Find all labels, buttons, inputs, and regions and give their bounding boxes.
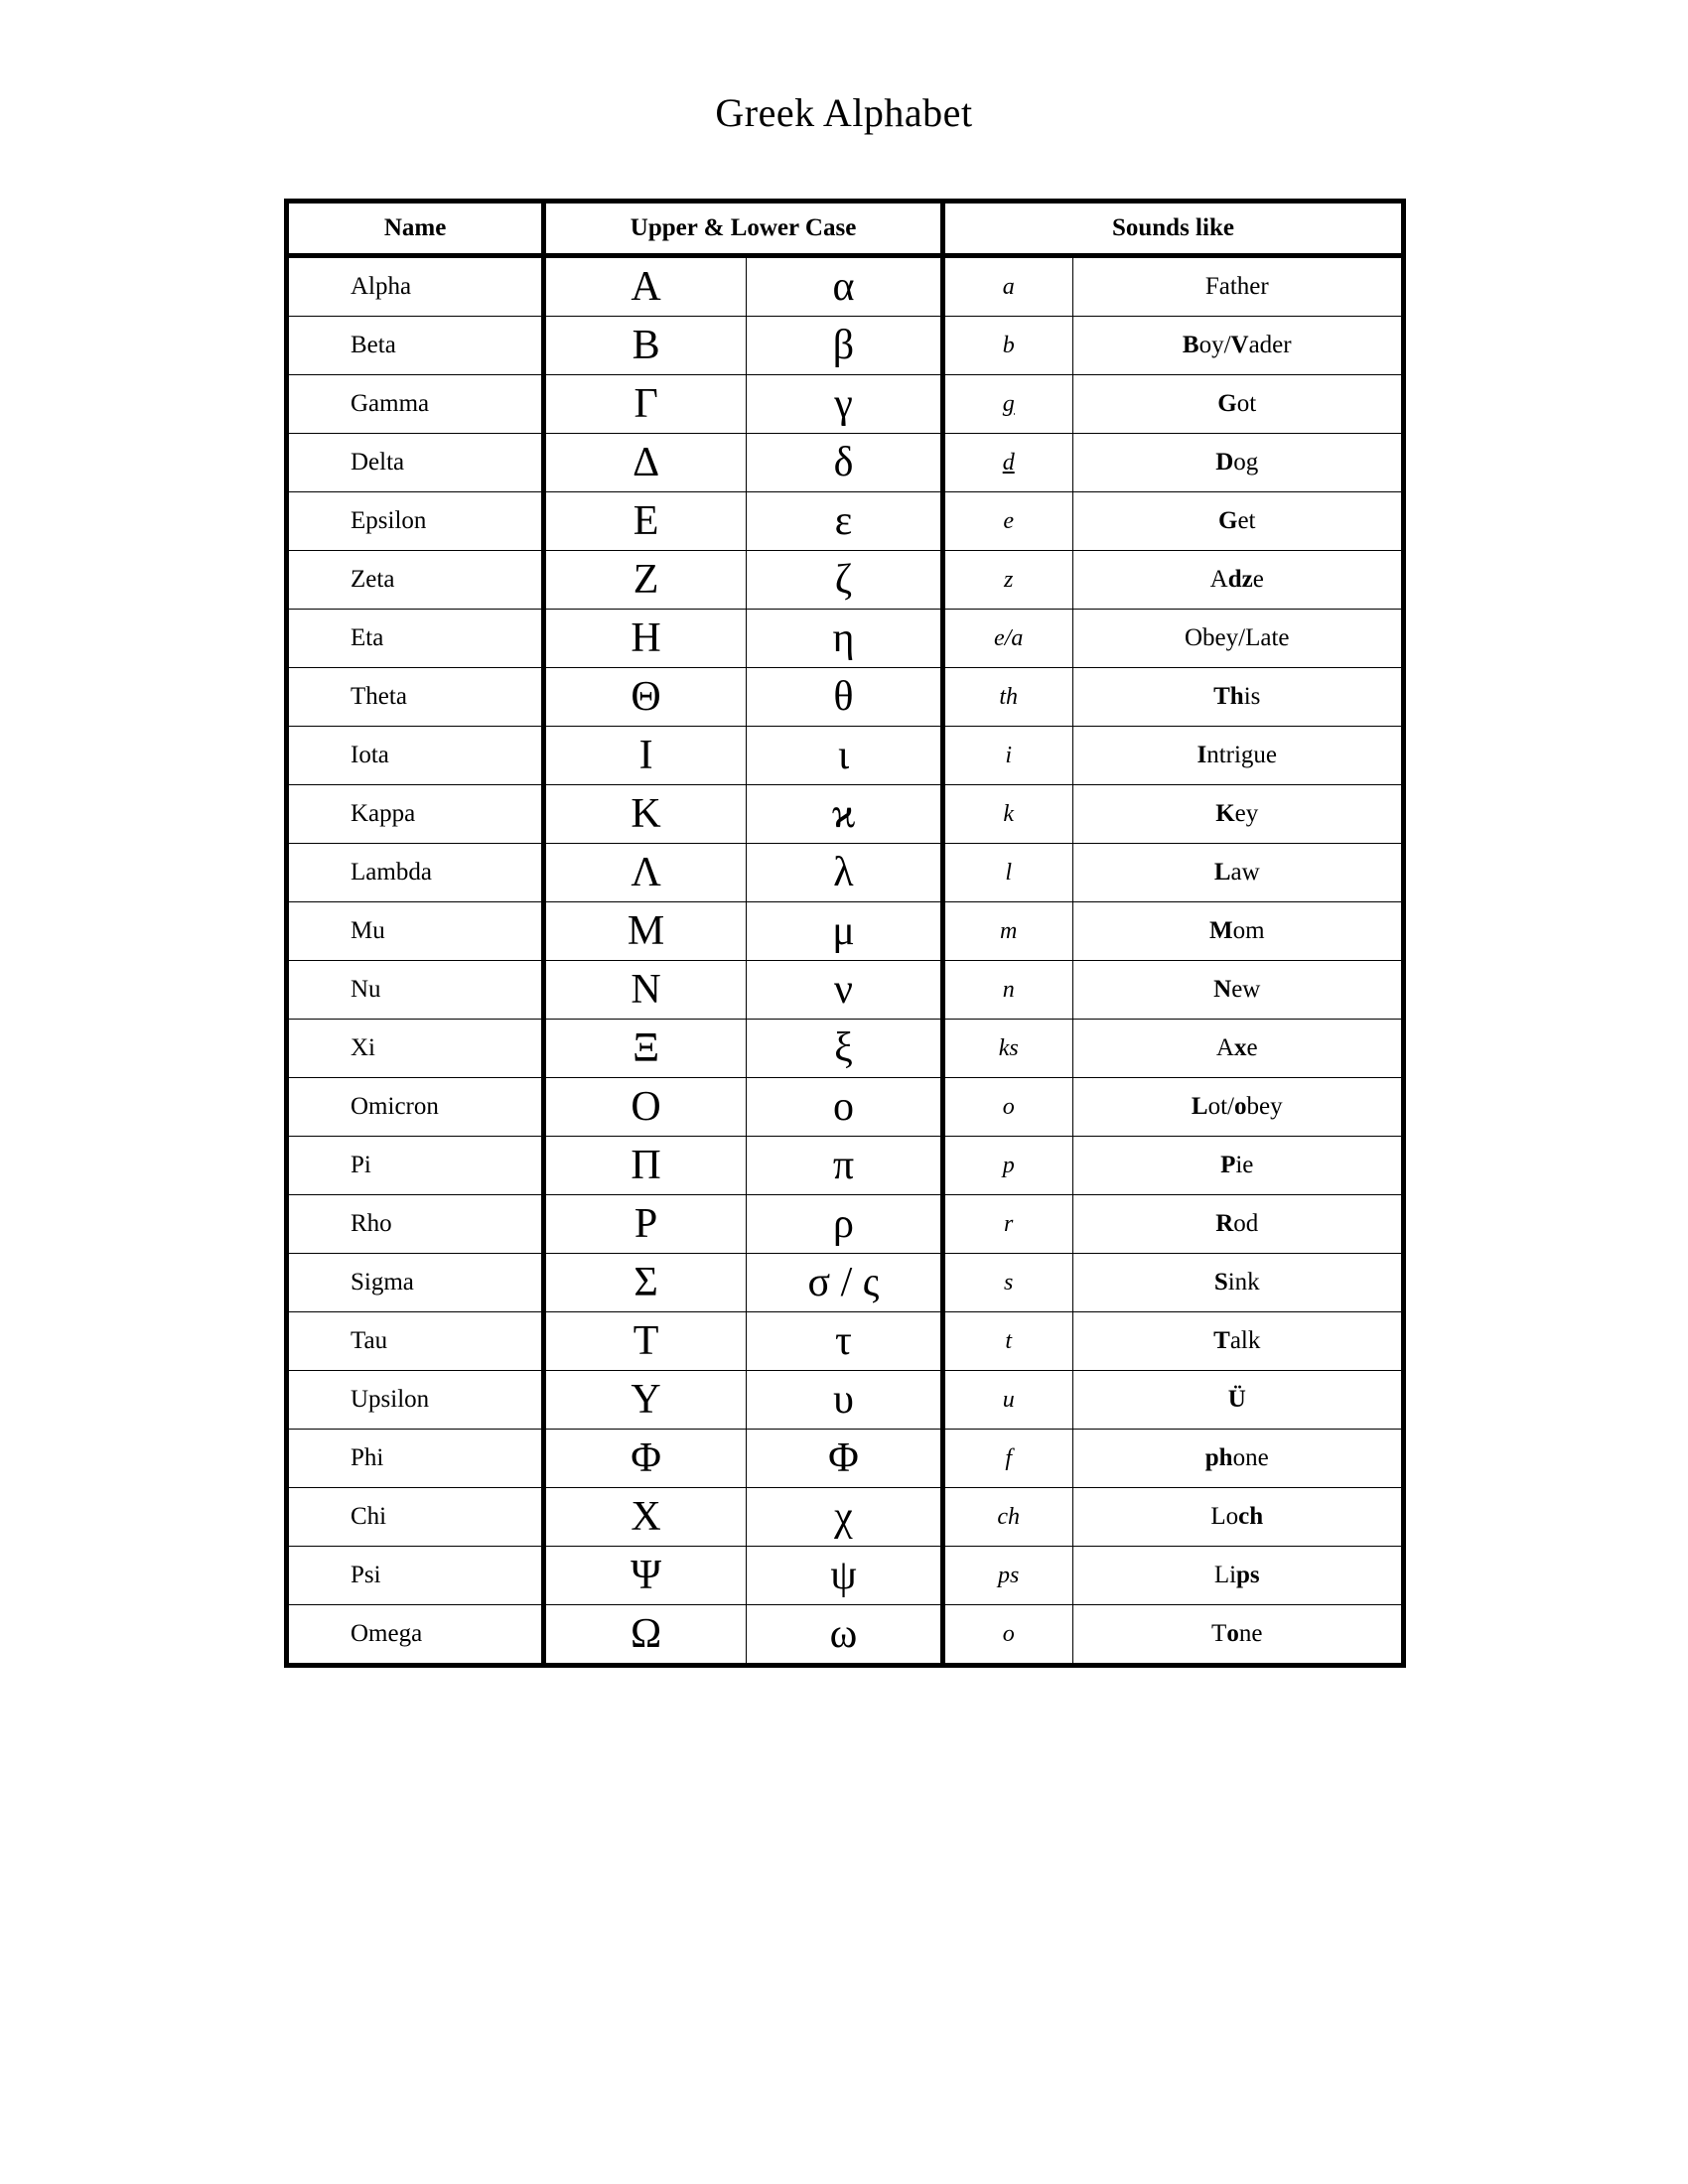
table-row	[287, 668, 1404, 727]
table-row	[287, 317, 1404, 375]
sounds-like-word: phone	[1072, 1430, 1404, 1488]
letter-name: Rho	[287, 1195, 544, 1254]
letter-name: Pi	[287, 1137, 544, 1195]
letter-uppercase: Ω	[544, 1605, 747, 1666]
sound-letter: o	[942, 1078, 1072, 1137]
sound-letter: ps	[942, 1547, 1072, 1605]
letter-uppercase: Ξ	[544, 1020, 747, 1078]
table-row	[287, 785, 1404, 844]
table-row	[287, 434, 1404, 492]
table-row	[287, 1020, 1404, 1078]
sounds-like-word: Obey/Late	[1072, 610, 1404, 668]
table-row	[287, 1254, 1404, 1312]
letter-uppercase: Θ	[544, 668, 747, 727]
letter-uppercase: Α	[544, 256, 747, 317]
sound-letter: g	[942, 375, 1072, 434]
sounds-like-word: Ü	[1072, 1371, 1404, 1430]
letter-uppercase: Γ	[544, 375, 747, 434]
letter-name: Omega	[287, 1605, 544, 1666]
sound-letter: l	[942, 844, 1072, 902]
sound-letter: d	[942, 434, 1072, 492]
sounds-like-word: Get	[1072, 492, 1404, 551]
letter-name: Sigma	[287, 1254, 544, 1312]
sounds-like-word: Pie	[1072, 1137, 1404, 1195]
table-row	[287, 1605, 1404, 1666]
table-row	[287, 961, 1404, 1020]
sounds-like-word: Boy/Vader	[1072, 317, 1404, 375]
table-row	[287, 551, 1404, 610]
column-header-name: Name	[287, 202, 544, 256]
letter-uppercase: Η	[544, 610, 747, 668]
letter-name: Alpha	[287, 256, 544, 317]
letter-lowercase: ω	[747, 1605, 943, 1666]
letter-name: Phi	[287, 1430, 544, 1488]
table-row	[287, 727, 1404, 785]
letter-lowercase: α	[747, 256, 943, 317]
letter-uppercase: Ψ	[544, 1547, 747, 1605]
letter-name: Eta	[287, 610, 544, 668]
sounds-like-word: Adze	[1072, 551, 1404, 610]
letter-lowercase: υ	[747, 1371, 943, 1430]
letter-name: Lambda	[287, 844, 544, 902]
letter-name: Nu	[287, 961, 544, 1020]
column-header-sounds-like: Sounds like	[942, 202, 1403, 256]
sound-letter: e	[942, 492, 1072, 551]
letter-lowercase: π	[747, 1137, 943, 1195]
sound-letter: p	[942, 1137, 1072, 1195]
letter-uppercase: Υ	[544, 1371, 747, 1430]
sound-letter: ks	[942, 1020, 1072, 1078]
letter-lowercase: η	[747, 610, 943, 668]
letter-lowercase: ν	[747, 961, 943, 1020]
sound-letter: o	[942, 1605, 1072, 1666]
letter-lowercase: γ	[747, 375, 943, 434]
letter-uppercase: Χ	[544, 1488, 747, 1547]
sounds-like-word: Rod	[1072, 1195, 1404, 1254]
table-row	[287, 610, 1404, 668]
greek-alphabet-table	[284, 199, 1406, 1668]
sound-letter: m	[942, 902, 1072, 961]
letter-uppercase: Ν	[544, 961, 747, 1020]
letter-uppercase: Ζ	[544, 551, 747, 610]
letter-uppercase: Τ	[544, 1312, 747, 1371]
letter-name: Upsilon	[287, 1371, 544, 1430]
sounds-like-word: Sink	[1072, 1254, 1404, 1312]
letter-lowercase: ψ	[747, 1547, 943, 1605]
sounds-like-word: Father	[1072, 256, 1404, 317]
table-body	[287, 256, 1404, 1666]
letter-lowercase: Φ	[747, 1430, 943, 1488]
letter-lowercase: μ	[747, 902, 943, 961]
sound-letter: z	[942, 551, 1072, 610]
letter-name: Delta	[287, 434, 544, 492]
letter-lowercase: ϰ	[747, 785, 943, 844]
sounds-like-word: Mom	[1072, 902, 1404, 961]
sound-letter: ch	[942, 1488, 1072, 1547]
letter-uppercase: Π	[544, 1137, 747, 1195]
table-row	[287, 1547, 1404, 1605]
letter-name: Theta	[287, 668, 544, 727]
sounds-like-word: Loch	[1072, 1488, 1404, 1547]
table-row	[287, 844, 1404, 902]
letter-uppercase: Β	[544, 317, 747, 375]
sound-letter: a	[942, 256, 1072, 317]
sound-letter: e/a	[942, 610, 1072, 668]
table-row	[287, 375, 1404, 434]
table-row	[287, 1137, 1404, 1195]
letter-uppercase: Μ	[544, 902, 747, 961]
table-row	[287, 1078, 1404, 1137]
letter-lowercase: ξ	[747, 1020, 943, 1078]
letter-uppercase: Λ	[544, 844, 747, 902]
column-header-upper-lower-case: Upper & Lower Case	[544, 202, 943, 256]
table-row	[287, 902, 1404, 961]
sound-letter: b	[942, 317, 1072, 375]
sounds-like-word: New	[1072, 961, 1404, 1020]
letter-lowercase: χ	[747, 1488, 943, 1547]
letter-lowercase: ε	[747, 492, 943, 551]
letter-lowercase: δ	[747, 434, 943, 492]
letter-lowercase: β	[747, 317, 943, 375]
letter-name: Xi	[287, 1020, 544, 1078]
letter-name: Kappa	[287, 785, 544, 844]
letter-lowercase: τ	[747, 1312, 943, 1371]
table-row	[287, 1488, 1404, 1547]
table-row	[287, 492, 1404, 551]
letter-name: Epsilon	[287, 492, 544, 551]
sound-letter: t	[942, 1312, 1072, 1371]
table-row	[287, 1312, 1404, 1371]
sounds-like-word: Talk	[1072, 1312, 1404, 1371]
sounds-like-word: Key	[1072, 785, 1404, 844]
letter-uppercase: Ρ	[544, 1195, 747, 1254]
letter-lowercase: ο	[747, 1078, 943, 1137]
letter-name: Psi	[287, 1547, 544, 1605]
letter-lowercase: λ	[747, 844, 943, 902]
sound-letter: th	[942, 668, 1072, 727]
sounds-like-word: Got	[1072, 375, 1404, 434]
table-row	[287, 1430, 1404, 1488]
sound-letter: r	[942, 1195, 1072, 1254]
page-title: Greek Alphabet	[715, 90, 973, 135]
sounds-like-word: Axe	[1072, 1020, 1404, 1078]
letter-name: Omicron	[287, 1078, 544, 1137]
letter-uppercase: Δ	[544, 434, 747, 492]
sound-letter: f	[942, 1430, 1072, 1488]
sounds-like-word: Law	[1072, 844, 1404, 902]
letter-name: Tau	[287, 1312, 544, 1371]
sounds-like-word: This	[1072, 668, 1404, 727]
letter-uppercase: Κ	[544, 785, 747, 844]
letter-name: Gamma	[287, 375, 544, 434]
letter-uppercase: Φ	[544, 1430, 747, 1488]
letter-name: Iota	[287, 727, 544, 785]
letter-name: Beta	[287, 317, 544, 375]
table-row	[287, 1195, 1404, 1254]
sounds-like-word: Intrigue	[1072, 727, 1404, 785]
letter-lowercase: σ / ς	[747, 1254, 943, 1312]
letter-name: Mu	[287, 902, 544, 961]
letter-uppercase: Ε	[544, 492, 747, 551]
sound-letter: i	[942, 727, 1072, 785]
sounds-like-word: Lot/obey	[1072, 1078, 1404, 1137]
letter-uppercase: Ι	[544, 727, 747, 785]
table-row	[287, 256, 1404, 317]
sound-letter: u	[942, 1371, 1072, 1430]
sound-letter: s	[942, 1254, 1072, 1312]
table-header-row	[287, 202, 1404, 256]
letter-lowercase: ρ	[747, 1195, 943, 1254]
letter-name: Chi	[287, 1488, 544, 1547]
letter-lowercase: ι	[747, 727, 943, 785]
letter-uppercase: Σ	[544, 1254, 747, 1312]
table-row	[287, 1371, 1404, 1430]
sound-letter: n	[942, 961, 1072, 1020]
letter-name: Zeta	[287, 551, 544, 610]
sounds-like-word: Dog	[1072, 434, 1404, 492]
sound-letter: k	[942, 785, 1072, 844]
letter-lowercase: ζ	[747, 551, 943, 610]
letter-lowercase: θ	[747, 668, 943, 727]
letter-uppercase: Ο	[544, 1078, 747, 1137]
sounds-like-word: Lips	[1072, 1547, 1404, 1605]
sounds-like-word: Tone	[1072, 1605, 1404, 1666]
